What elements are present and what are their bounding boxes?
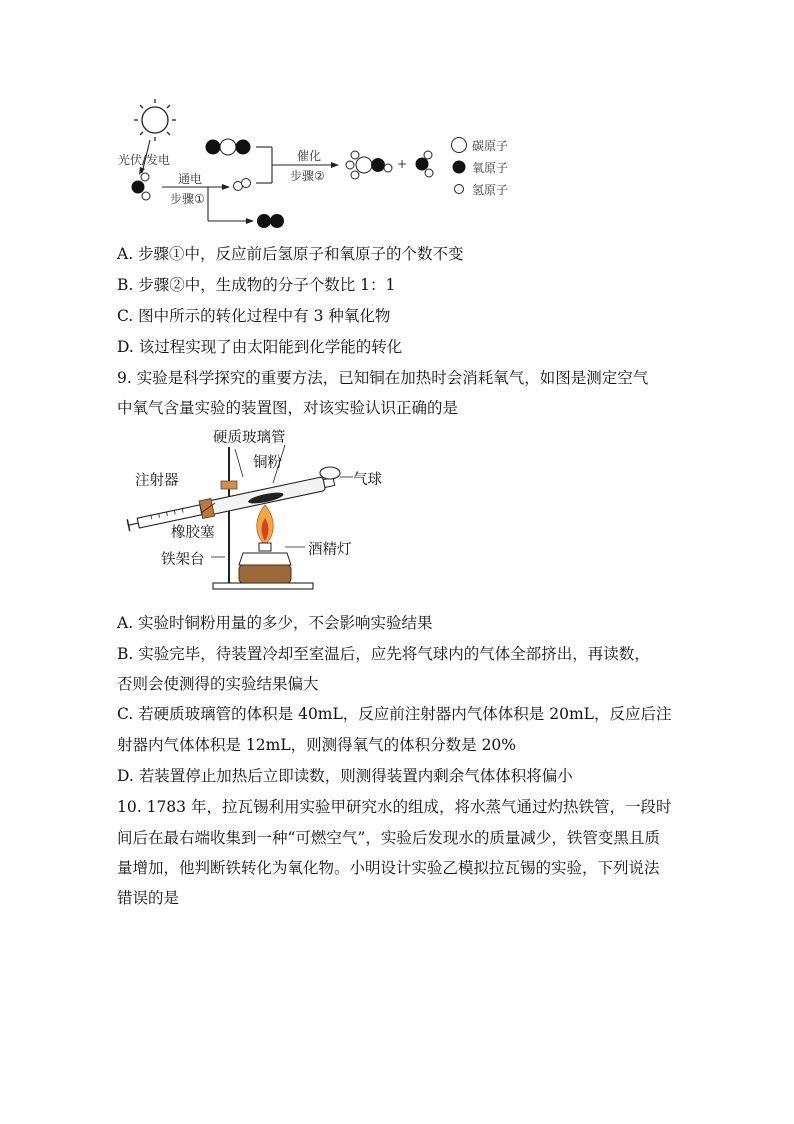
legend-carbon-symbol (452, 138, 467, 153)
label-catalysis: 催化 (297, 149, 322, 163)
label-stopper: 橡胶塞 (171, 525, 215, 541)
q9-option-b-line2: 否则会使测得的实验结果偏大 (117, 675, 319, 693)
q9-stem-line1: 9. 实验是科学探究的重要方法，已知铜在加热时会消耗氧气，如图是测定空气 (117, 369, 649, 387)
water-molecule (132, 173, 151, 200)
legend-hydrogen: 氢原子 (472, 183, 509, 197)
water-molecule-product (416, 151, 434, 177)
q10-stem-line2: 间后在最右端收集到一种“可燃空气”，实验后发现水的质量减少，铁管变黑且质 (117, 829, 660, 847)
q10-stem-line1: 10. 1783 年，拉瓦锡利用实验甲研究水的组成，将水蒸气通过灼热铁管，一段时 (117, 798, 672, 816)
q8-option-c: C. 图中所示的转化过程中有 3 种氧化物 (117, 307, 391, 325)
legend-carbon: 碳原子 (472, 139, 509, 153)
oxygen-molecule (257, 214, 284, 228)
label-lamp: 酒精灯 (308, 542, 352, 558)
molecule-diagram (110, 95, 530, 235)
label-step2: 步骤② (290, 169, 325, 183)
molecule-diagram-art (110, 95, 530, 235)
label-pv: 光伏/发电 (118, 153, 171, 167)
sun-icon (134, 99, 176, 141)
q10-stem-line3: 量增加，他判断铁转化为氧化物。小明设计实验乙模拟拉瓦锡的实验，下列说法 (117, 859, 660, 877)
q9-option-c-line2: 射器内气体体积是 12mL，则测得氧气的体积分数是 20% (117, 736, 517, 754)
q10-stem-line4: 错误的是 (117, 889, 180, 907)
legend-hydrogen-symbol (455, 185, 464, 194)
label-step1: 步骤① (170, 192, 205, 206)
label-copper: 铜粉 (253, 455, 282, 471)
q9-option-d: D. 若装置停止加热后立即读数，则测得装置内剩余气体体积将偏小 (117, 767, 573, 785)
q9-option-a: A. 实验时铜粉用量的多少，不会影响实验结果 (117, 614, 433, 632)
methanol-molecule (346, 151, 392, 179)
label-balloon: 气球 (353, 472, 382, 488)
q9-option-c-line1: C. 若硬质玻璃管的体积是 40mL，反应前注射器内气体体积是 20mL，反应后注 (117, 705, 672, 723)
hydrogen-molecule (234, 179, 251, 191)
label-electrolysis: 通电 (178, 172, 203, 186)
balloon-icon (320, 467, 340, 479)
q8-option-d: D. 该过程实现了由太阳能到化学能的转化 (117, 338, 403, 356)
legend-oxygen-symbol (453, 161, 466, 174)
q8-option-a: A. 步骤①中，反应前后氢原子和氧原子的个数不变 (117, 245, 464, 263)
q9-option-b-line1: B. 实验完毕，待装置冷却至室温后，应先将气球内的气体全部挤出，再读数， (117, 645, 650, 663)
plus-sign: + (397, 157, 408, 171)
carbon-dioxide-molecule (206, 139, 251, 155)
alcohol-lamp-icon (239, 543, 291, 583)
q9-stem-line2: 中氧气含量实验的装置图，对该实验认识正确的是 (117, 399, 459, 417)
legend-oxygen: 氧原子 (472, 161, 509, 175)
apparatus-diagram (125, 425, 425, 595)
label-stand: 铁架台 (161, 552, 205, 568)
label-tube: 硬质玻璃管 (213, 430, 286, 446)
q8-option-b: B. 步骤②中，生成物的分子个数比 1：1 (117, 276, 396, 294)
label-syringe: 注射器 (135, 473, 179, 489)
